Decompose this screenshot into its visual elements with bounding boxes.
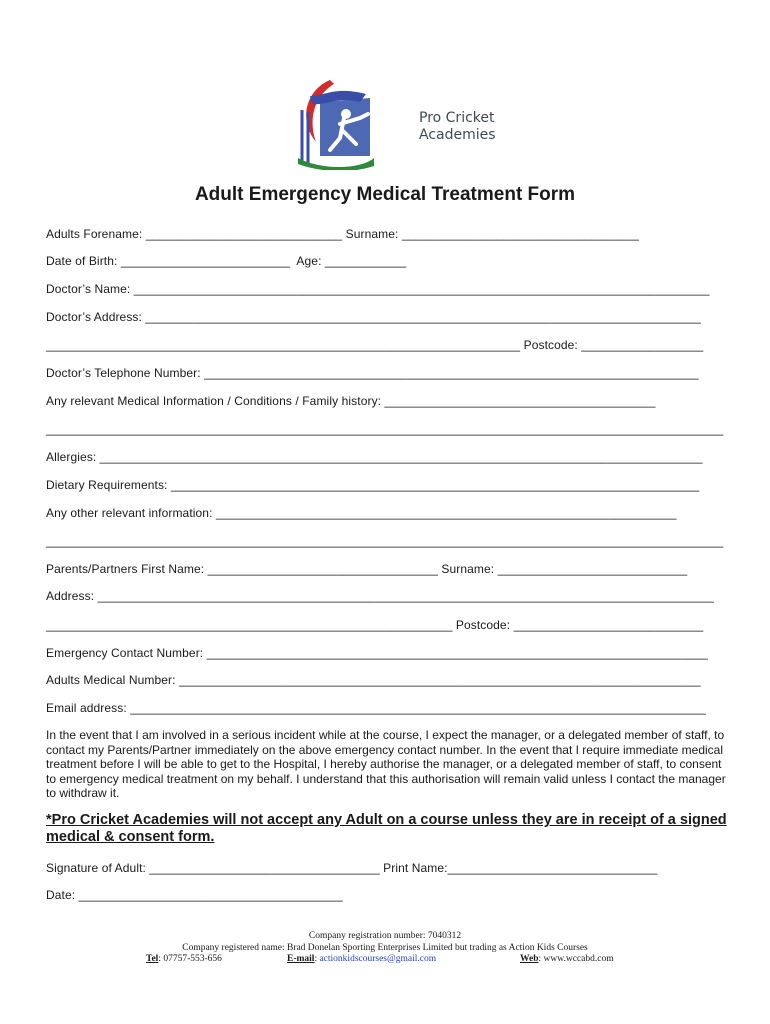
company-registered-name: Company registered name: Brad Donelan Sporting Enterprises Limited but trading as Action Kids Courses [182,943,588,953]
form-title: Adult Emergency Medical Treatment Form [194,184,576,205]
date-of-birth-age-field[interactable]: Date of Birth: _________________________ Age: ____________ [46,254,407,268]
telephone-contact [146,954,222,964]
emergency-contact-number-field[interactable]: Emergency Contact Number: __________________________________________________________________________ [46,646,708,660]
tel-number: : 07757-553-656 [158,954,222,964]
consent-notice: *Pro Cricket Academies will not accept any Adult on a course unless they are in receipt of a signed medical & consent form. [46,812,727,845]
adults-forename-surname-field[interactable]: Adults Forename: _____________________________ Surname: ___________________________________ [46,227,639,241]
tel-label: Tel [146,954,159,964]
doctors-address-field[interactable]: Doctor’s Address: __________________________________________________________________________________ [46,310,701,324]
web-contact [520,954,614,964]
logo-line-2: Academies [419,127,496,143]
other-information-continuation-field[interactable]: ____________________________________________________________________________________________________ [46,534,724,548]
email-contact: E-mail: actionkidscourses@gmail.com [287,954,437,964]
company-registration-number: Company registration number: 7040312 [308,931,462,941]
other-information-field[interactable]: Any other relevant information: ____________________________________________________________________ [46,506,677,520]
signature-print-name-field[interactable]: Signature of Adult: __________________________________ Print Name:_______________________________ [46,861,658,875]
adults-medical-number-field[interactable]: Adults Medical Number: _____________________________________________________________________________ [46,673,701,687]
email-label: E-mail [287,954,315,964]
email-address-field[interactable]: Email address: _____________________________________________________________________________________ [46,701,706,715]
email-link[interactable]: actionkidscourses@gmail.com [319,954,437,964]
medical-information-field[interactable]: Any relevant Medical Information / Conditions / Family history: ________________________________________ [46,394,656,408]
dietary-requirements-field[interactable]: Dietary Requirements: ______________________________________________________________________________ [46,478,700,492]
medical-information-continuation-field[interactable]: ____________________________________________________________________________________________________ [46,422,724,436]
address-field[interactable]: Address: ___________________________________________________________________________________________ [46,589,715,603]
doctors-address-postcode-field[interactable]: ______________________________________________________________________ Postcode: __________________ [46,338,704,352]
consent-paragraph: In the event that I am involved in a serious incident while at the course, I expect the manager, or a delegated member of staff, to contact my Parents/Partner immediately on the above emergency contact number. In the event that I require immediate medical treatment before I will be able to get to the Hospital, I hereby authorise the manager, or a delegated member of staff, to consent to emergency medical treatment on my behalf. I understand that this authorisation will remain valid unless I contact the manager to withdraw it. [46,728,726,801]
date-field[interactable]: Date: _______________________________________ [46,888,343,902]
doctors-name-field[interactable]: Doctor’s Name: _____________________________________________________________________________________ [46,282,710,296]
address-postcode-field[interactable]: ____________________________________________________________ Postcode: ____________________________ [46,618,704,632]
allergies-field[interactable]: Allergies: _________________________________________________________________________________________ [46,450,703,464]
parents-partners-name-field[interactable]: Parents/Partners First Name: __________________________________ Surname: ____________________________ [46,562,688,576]
web-address: : www.wccabd.com [538,954,614,964]
logo-line-1: Pro Cricket [419,110,495,126]
doctors-telephone-field[interactable]: Doctor’s Telephone Number: _________________________________________________________________________ [46,366,699,380]
web-label: Web [520,954,539,964]
